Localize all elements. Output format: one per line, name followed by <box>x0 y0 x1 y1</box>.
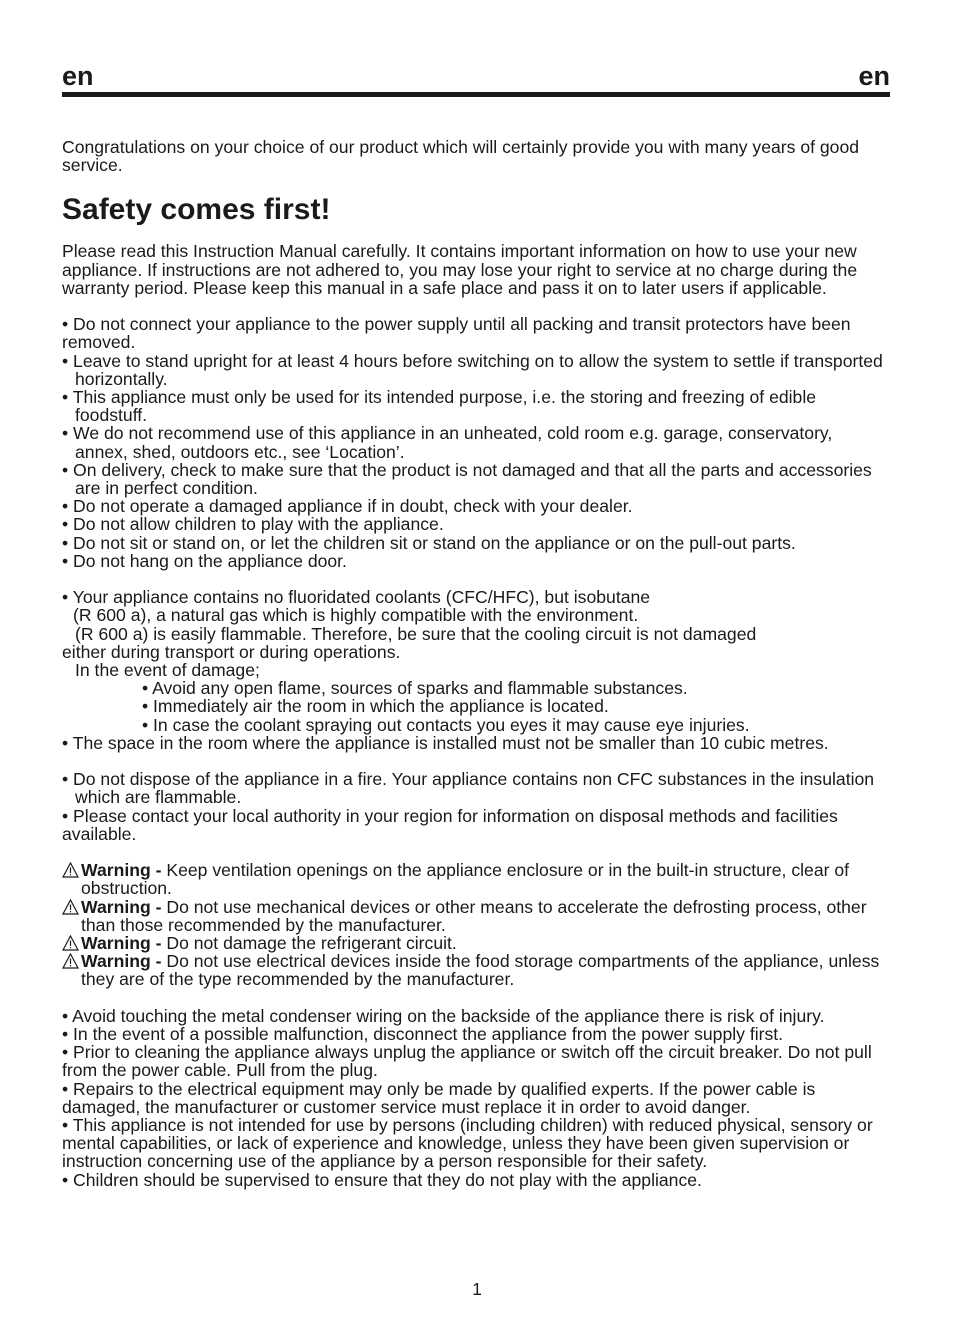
warning-item <box>62 898 890 934</box>
list-item: • Repairs to the electrical equipment may only be made by qualified experts. If the power cable is damaged, the manufacturer or customer service must replace it in order to avoid danger. <box>62 1078 816 1117</box>
warning-label: Warning - <box>81 951 162 972</box>
coolant-line: (R 600 a) is easily flammable. Therefore, be sure that the cooling circuit is not damaged <box>75 623 757 644</box>
list-item: • This appliance is not intended for use by persons (including children) with reduced physical, sensory or mental capabilities, or lack of experience and knowledge, unless they have been given supervision or instruction concerning use of the appliance by a person responsible for their safety. <box>62 1115 873 1172</box>
warning-item <box>62 952 890 988</box>
list-item: • This appliance must only be used for its intended purpose, i.e. the storing and freezing of edible foodstuff. <box>62 387 817 426</box>
list-item: • Do not sit or stand on, or let the children sit or stand on the appliance or on the pull-out parts. <box>62 532 796 553</box>
warning-text: Do not use mechanical devices or other means to accelerate the defrosting process, other than those recommended by the manufacturer. <box>81 896 867 935</box>
coolant-line: (R 600 a), a natural gas which is highly compatible with the environment. <box>73 605 639 626</box>
list-item: • Please contact your local authority in your region for information on disposal methods and facilities available. <box>62 805 838 844</box>
sub-list-item: • Avoid any open flame, sources of sparks and flammable substances. <box>142 678 688 699</box>
warning-triangle-icon <box>62 952 81 970</box>
language-code-right: en <box>858 61 890 91</box>
page-title: Safety comes first! <box>62 193 331 227</box>
warning-text: Do not use electrical devices inside the food storage compartments of the appliance, unless they are of the type recommended by the manufacturer. <box>81 951 880 990</box>
list-item: • Avoid touching the metal condenser wiring on the backside of the appliance there is risk of injury. <box>62 1005 825 1026</box>
list-item: • We do not recommend use of this appliance in an unheated, cold room e.g. garage, conservatory, annex, shed, outdoors etc., see ‘Location’. <box>62 423 833 462</box>
list-item: • Do not hang on the appliance door. <box>62 550 347 571</box>
list-item: • Do not connect your appliance to the power supply until all packing and transit protectors have been removed. <box>62 314 851 353</box>
document-body <box>62 138 890 1189</box>
sub-list-item: • Immediately air the room in which the appliance is located. <box>142 696 609 717</box>
list-item: • Do not dispose of the appliance in a fire. Your appliance contains non CFC substances in the insulation which are flammable. <box>62 769 875 808</box>
list-item: • The space in the room where the appliance is installed must not be smaller than 10 cubic metres. <box>62 732 829 753</box>
warning-label: Warning - <box>81 896 162 917</box>
page-number: 1 <box>472 1279 482 1299</box>
warning-text: Do not damage the refrigerant circuit. <box>161 933 457 954</box>
warning-text: Keep ventilation openings on the appliance enclosure or in the built-in structure, clear of obstruction. <box>81 860 850 899</box>
coolant-line: In the event of damage; <box>75 660 260 681</box>
list-item: • Do not allow children to play with the appliance. <box>62 514 444 535</box>
list-item: • In the event of a possible malfunction, disconnect the appliance from the power supply first. <box>62 1024 784 1045</box>
coolant-line: • Your appliance contains no fluoridated coolants (CFC/HFC), but isobutane <box>62 587 651 608</box>
coolant-line: either during transport or during operations. <box>62 641 401 662</box>
warning-label: Warning - <box>81 933 162 954</box>
lead-paragraph: Please read this Instruction Manual carefully. It contains important information on how to use your new appliance. If instructions are not adhered to, you may lose your right to service at no charge during the warranty period. Please keep this manual in a safe place and pass it on to later users if applicable. <box>62 241 858 298</box>
warning-triangle-icon <box>62 898 81 916</box>
list-item: • Children should be supervised to ensure that they do not play with the appliance. <box>62 1169 702 1190</box>
warning-label: Warning - <box>81 860 162 881</box>
warning-item <box>62 861 890 897</box>
warning-triangle-icon <box>62 861 81 879</box>
sub-list-item: • In case the coolant spraying out contacts you eyes it may cause eye injuries. <box>142 714 750 735</box>
header-rule <box>62 92 890 97</box>
language-code-left: en <box>62 61 94 91</box>
warning-item <box>62 934 890 952</box>
list-item: • Prior to cleaning the appliance always unplug the appliance or switch off the circuit breaker. Do not pull from the power cable. Pull from the plug. <box>62 1042 872 1081</box>
list-item: • Leave to stand upright for at least 4 hours before switching on to allow the system to settle if transported horizontally. <box>62 350 883 389</box>
warning-triangle-icon <box>62 934 81 952</box>
intro-paragraph: Congratulations on your choice of our product which will certainly provide you with many years of good service. <box>62 137 860 176</box>
list-item: • On delivery, check to make sure that the product is not damaged and that all the parts and accessories are in perfect condition. <box>62 459 872 499</box>
list-item: • Do not operate a damaged appliance if in doubt, check with your dealer. <box>62 496 633 517</box>
